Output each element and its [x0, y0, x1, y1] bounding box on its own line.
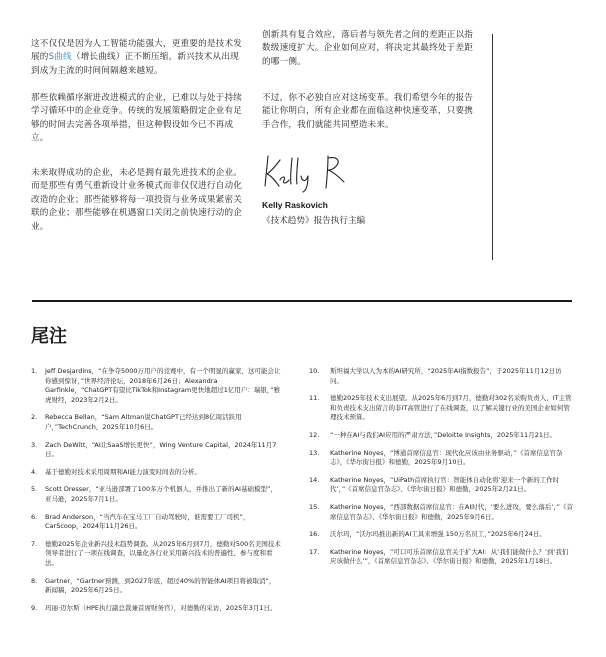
column-divider: [492, 34, 493, 260]
endnote-text: Katherine Noyes，“西部数据首席信息官：在AI时代，‘要么进攻，要么落后’，”《首席信息官杂志》、《华尔街日报》和德勤，2025年9月6日。: [330, 502, 574, 521]
endnote-text: “一种在AI与我们AI应用的严肃方法，”Deloitte Insights，2025年11月21日。: [330, 430, 556, 439]
endnote-item: [309, 367, 574, 386]
endnote-text: Katherine Noyes，“UiPath首席执行官：智能体自动化将‘迎来一个新的工作时代’，”《首席信息官杂志》、《华尔街日报》和德勤，2025年2月21日。: [330, 475, 560, 494]
endnote-item: [309, 503, 574, 522]
endnote-item: [31, 468, 281, 478]
endnote-number: 7.: [31, 539, 38, 548]
signature-name: Kelly Raskovich: [262, 200, 328, 210]
body-paragraph-5: 不过，你不必独自应对这场变革。我们希望今年的报告能让你明白，所有企业都在面临这种快速变革，只要携手合作，我们就能共同塑造未来。: [262, 93, 474, 130]
endnote-text: 沃尔玛，“沃尔玛推出新的AI工具来增强 150万名员工，”2025年6月24日。: [330, 530, 546, 539]
endnotes-right-column: [309, 367, 574, 575]
endnote-number: 2.: [31, 413, 38, 422]
endnote-number: 11.: [309, 394, 320, 403]
endnote-number: 13.: [309, 448, 320, 457]
endnote-text: Rebecca Bellan，“Sam Altman说ChatGPT已经达到8亿周活跃用户，”TechCrunch，2025年10月6日。: [45, 413, 242, 431]
endnote-number: 3.: [31, 440, 38, 449]
endnote-number: 6.: [31, 512, 38, 521]
section-rule: [32, 300, 572, 302]
endnote-number: 8.: [31, 576, 38, 585]
s-curve-link[interactable]: S曲线: [48, 52, 72, 63]
endnote-item: [31, 540, 281, 569]
endnote-item: [31, 485, 281, 504]
body-paragraph-1: 这不仅仅是因为人工智能功能强大，更重要的是技术发展的S曲线（增长曲线）正不断压缩，新兴技术从出现到成为主流的时间间隔越来越短。: [31, 39, 243, 76]
endnote-number: 16.: [309, 530, 320, 539]
endnote-number: 14.: [309, 475, 320, 484]
endnote-item: [309, 431, 574, 441]
endnote-item: [31, 577, 281, 596]
endnote-item: [31, 413, 281, 432]
signature-title: 《技术趋势》报告执行主编: [262, 216, 366, 226]
endnote-number: 9.: [31, 603, 38, 612]
endnote-text: 德勤2025年企业新兴技术趋势调查。从2025年6月到7月，德勤对500名美国技术领导者进行了一项在线调查，以量化各行业采用新兴技术的普遍性、参与度和看法。: [45, 539, 281, 567]
endnote-text: Brad Anderson，“当汽车在宝马工厂自动驾驶时，谁需要工厂司机”，CarScoop，2024年11月26日。: [45, 512, 250, 531]
endnote-item: [31, 604, 281, 614]
endnote-text: Jeff Desjardins，“在争夺5000万用户的竞赛中，有一个明显的赢家，这可能会让你感到惊讶，”世界经济论坛，2018年6月26日；Alexandra Garfinkle，“ChatGPT有望比TikTok和Instagram更快地超过1亿用户：瑞银，”雅虎财经，2023年2月2日。: [45, 367, 281, 404]
endnotes-heading: 尾注: [31, 326, 67, 347]
endnote-number: 5.: [31, 485, 38, 494]
endnote-text: 斯坦福大学以人为本的AI研究所，“2025年AI指数报告”，于2025年11月12日访问。: [330, 367, 562, 385]
endnote-text: Zach DeWitt，“AI让SaaS增长更快”，Wing Venture Capital，2024年11月7日。: [45, 440, 277, 459]
endnote-item: [309, 394, 574, 423]
endnote-item: [31, 367, 281, 405]
endnotes-left-column: [31, 367, 281, 621]
endnote-text: Katherine Noyes，“博通首席信息官：现代化应该由业务驱动，”《首席信息官杂志》，《华尔街日报》和德勤，2025年9月10日。: [330, 448, 563, 467]
endnote-number: 12.: [309, 430, 320, 439]
endnote-item: [31, 441, 281, 460]
endnote-item: [309, 530, 574, 540]
endnote-item: [309, 449, 574, 468]
endnote-number: 15.: [309, 502, 320, 511]
endnote-text: Katherine Noyes，“可口可乐首席信息官关于扩大AI：从‘我们能做什么？’到‘我们应该做什么’”，《首席信息官杂志》、《华尔街日报》和德勤，2025年1月18日。: [330, 547, 569, 566]
signature-image: [262, 150, 362, 194]
endnote-number: 1.: [31, 367, 38, 375]
endnote-item: [31, 513, 281, 532]
body-paragraph-3: 未来取得成功的企业，未必是拥有最先进技术的企业。而是那些有勇气重新设计业务模式而非仅仅进行自动化改造的企业；那些能够将每一项投资与业务成果紧密关联的企业；那些能够在机遇窗口关闭之前快速行动的企业。: [31, 168, 243, 232]
endnote-text: Scott Dresser，“亚马逊部署了100多万个机器人，并推出了新的AI基础模型”，亚马逊，2025年7月1日。: [45, 485, 277, 503]
endnote-number: 17.: [309, 547, 320, 556]
body-paragraph-2: 那些依赖循序渐进改进模式的企业，已难以与处于持续学习循环中的企业竞争。传统的发展策略假定企业有足够的时间去完善各项举措，但这种假设如今已不再成立。: [31, 93, 243, 144]
endnote-text: 玛丽·迈尔斯（HPE执行副总裁兼首席财务官），对德勤的采访，2025年3月1日。: [45, 603, 277, 612]
endnote-text: 德勤2025年技术支出展望。从2025年6月到7月，德勤对302名采购负责人、IT主管和负责技术支出留言的非IT高管进行了在线调查，以了解关键行业的美国企业如何管理技术预算。: [330, 394, 572, 422]
endnote-item: [309, 548, 574, 567]
endnote-number: 4.: [31, 467, 38, 476]
body-paragraph-4: 创新具有复合效应，落后者与领先者之间的差距正以指数级速度扩大。企业如何应对，将决定其最终处于差距的哪一侧。: [262, 30, 474, 67]
endnote-item: [309, 476, 574, 495]
endnote-text: 基于德勤对技术采用周期和AI能力演变时间表的分析。: [45, 467, 201, 476]
endnote-text: Gartner，“Gartner预测，到2027年底，超过40%的智能体AI项目将被取消”，新闻稿，2025年6月25日。: [45, 576, 276, 595]
endnote-number: 10.: [309, 367, 320, 375]
